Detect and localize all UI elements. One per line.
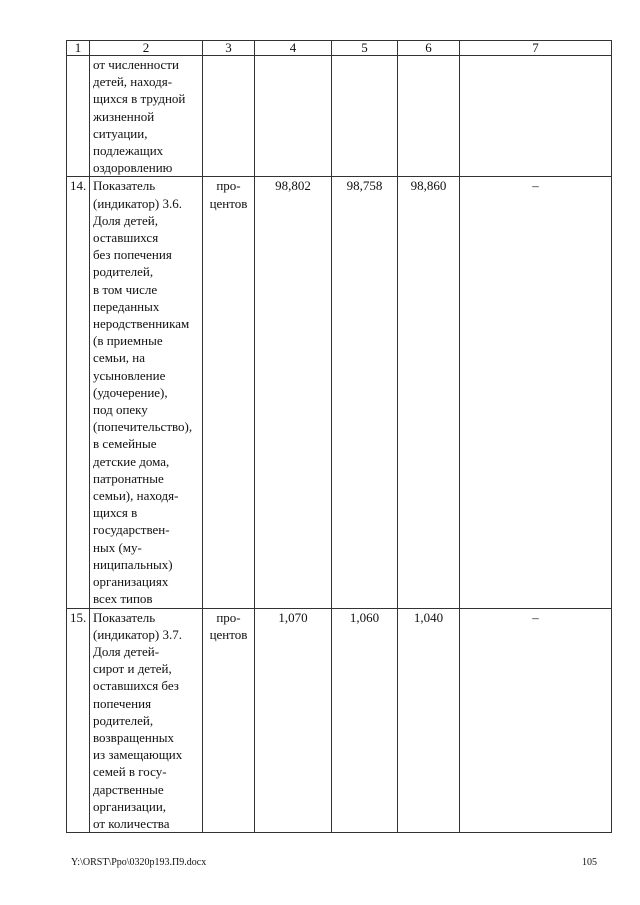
text-line: семей в госу- [93,764,167,780]
text-line: возвращенных [93,729,175,745]
value-cell: 1,060 [332,608,398,833]
text-line: родителей, [93,264,154,280]
value-cell [332,56,398,177]
text-line: оздоровлению [93,160,173,176]
text-line: щихся в трудной [93,91,186,107]
text-line: организациях [93,574,169,590]
text-line: без попечения [93,247,172,263]
note-cell: – [460,608,612,833]
text-line: (попечительство), [93,419,193,435]
col-header-4: 4 [255,41,332,56]
text-line: детские дома, [93,453,170,469]
text-line: попечения [93,695,152,711]
text-line: от численности [93,57,179,72]
text-line: Показатель [93,609,156,625]
row-number [67,56,90,177]
text-line: в том числе [93,281,158,297]
col-header-6: 6 [398,41,460,56]
value-cell [398,56,460,177]
text-line: под опеку [93,402,148,418]
text-line: усыновление [93,367,166,383]
text-line: сирот и детей, [93,661,172,677]
text-line: оставшихся без [93,678,179,694]
unit-text: про- [216,178,241,194]
text-line: (индикатор) 3.7. [93,626,182,642]
text-line: патронатные [93,470,164,486]
col-header-1: 1 [67,41,90,56]
col-header-7: 7 [460,41,612,56]
indicator-description [90,608,203,833]
text-line: Доля детей- [93,643,160,659]
footer-file-path: Y:\ORST\Ppo\0320p193.П9.docx [71,857,207,868]
text-line: (в приемные [93,333,163,349]
value-cell: 98,758 [332,177,398,608]
text-line: от количества [93,815,170,831]
text-line: семьи), находя- [93,488,179,504]
text-line: неродственникам [93,316,190,332]
col-header-5: 5 [332,41,398,56]
text-line: Показатель [93,178,156,194]
indicators-table [66,40,612,833]
unit-cell [203,56,255,177]
text-line: семьи, на [93,350,146,366]
unit-text: про- [216,609,241,625]
unit-cell [203,608,255,833]
text-line: оставшихся [93,230,159,246]
indicator-description [90,177,203,608]
unit-cell [203,177,255,608]
header-row [67,41,612,56]
text-line: дарственные [93,781,164,797]
text-line: в семейные [93,436,157,452]
unit-text: центов [209,626,248,642]
text-line: ситуации, [93,125,148,141]
text-line: подлежащих [93,143,164,159]
text-line: детей, находя- [93,74,173,90]
value-cell [255,56,332,177]
text-line: переданных [93,298,160,314]
text-line: (удочерение), [93,384,168,400]
value-cell: 1,040 [398,608,460,833]
value-cell: 98,860 [398,177,460,608]
text-line: щихся в [93,505,138,521]
text-line: государствен- [93,522,170,538]
note-cell [460,56,612,177]
col-header-2: 2 [90,41,203,56]
text-line: ных (му- [93,539,142,555]
unit-text: центов [209,195,248,211]
text-line: Доля детей, [93,212,158,228]
text-line: из замещающих [93,747,183,763]
value-cell: 98,802 [255,177,332,608]
text-line: организации, [93,798,167,814]
text-line: родителей, [93,712,154,728]
table-row [67,177,612,608]
continuation-row [67,56,612,177]
text-line: жизненной [93,108,155,124]
row-number: 14. [67,177,90,608]
text-line: всех типов [93,591,153,607]
row-number: 15. [67,608,90,833]
page-number: 105 [582,857,597,868]
col-header-3: 3 [203,41,255,56]
table-row [67,608,612,833]
text-line: (индикатор) 3.6. [93,195,182,211]
note-cell: – [460,177,612,608]
indicator-description [90,56,203,177]
value-cell: 1,070 [255,608,332,833]
text-line: ниципальных) [93,556,173,572]
